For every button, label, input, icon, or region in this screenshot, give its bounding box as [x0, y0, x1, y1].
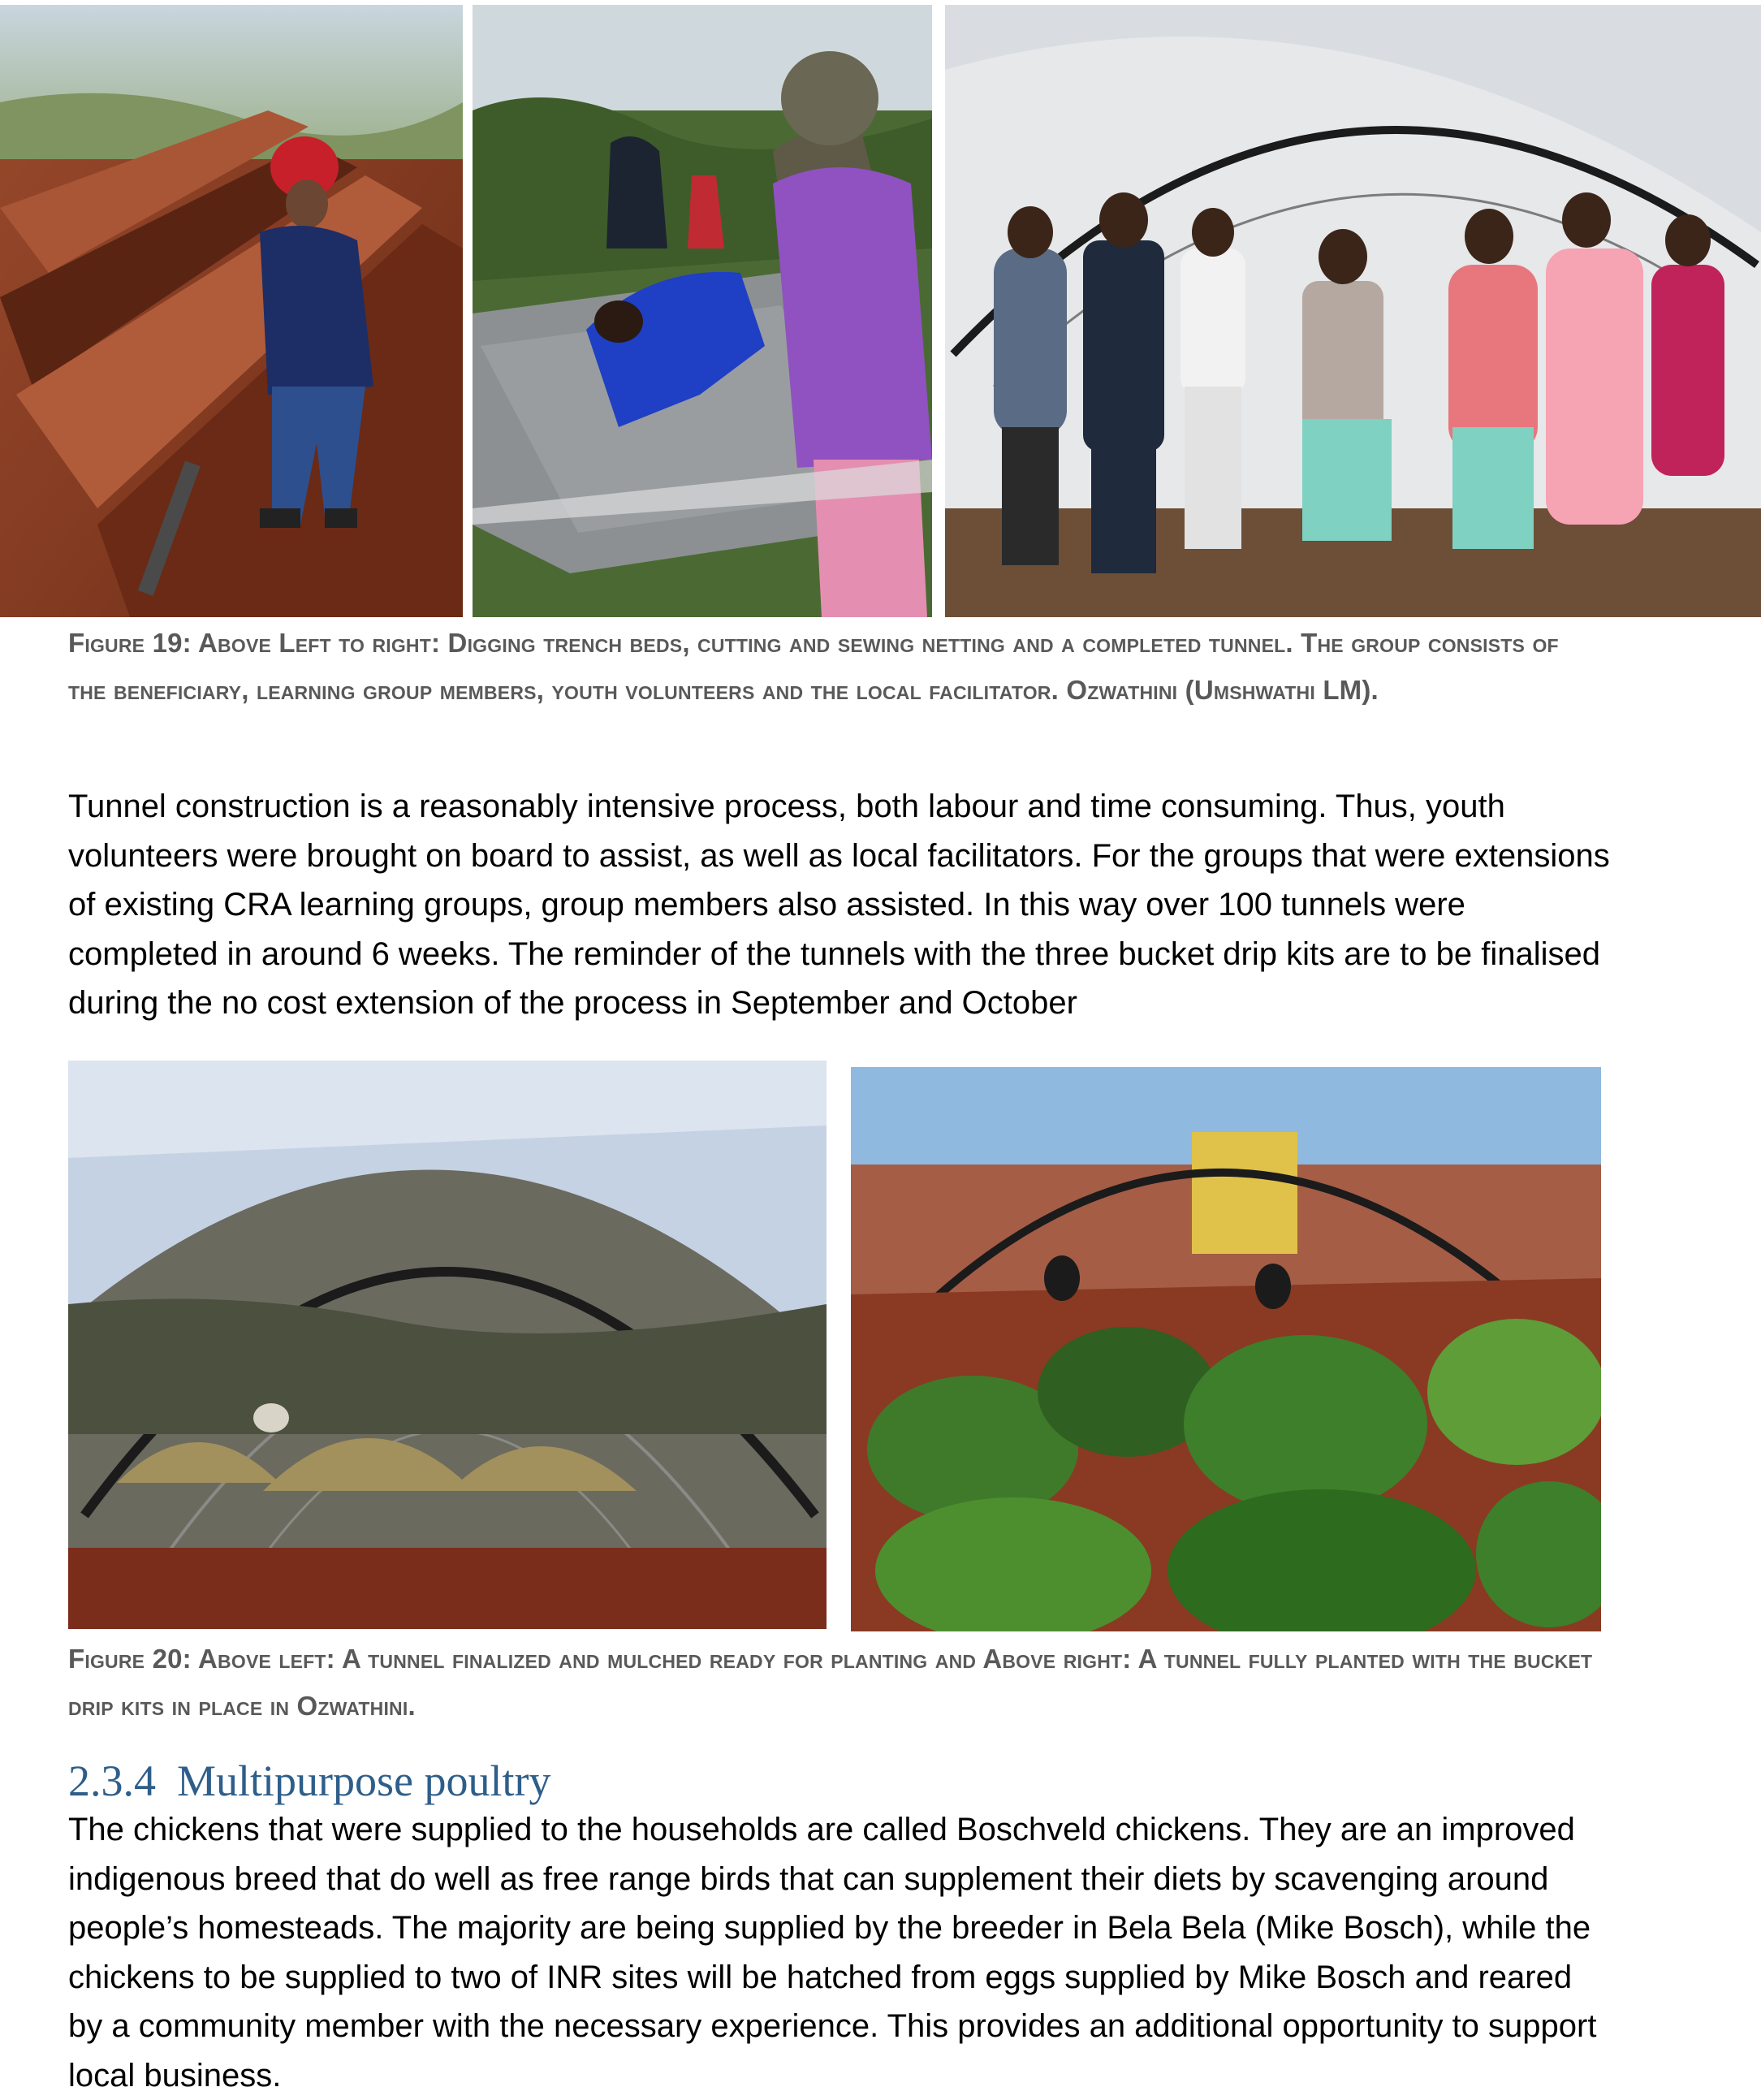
photo-cutting-and-sewing-netting — [473, 5, 932, 617]
section-title: Multipurpose poultry — [177, 1756, 551, 1805]
section-heading — [68, 1752, 550, 1809]
photo-digging-trench-beds — [0, 5, 463, 617]
paragraph-multipurpose-poultry: The chickens that were supplied to the households are called Boschveld chickens. They are an improved indigenous breed that do well as free range birds that can supplement their diets by scavenging around people’s homesteads. The majority are being supplied by the breeder in Bela Bela (Mike Bosch), while the chickens to be supplied to two of INR sites will be hatched from eggs supplied by Mike Bosch and reared by a community member with the necessary experience. This provides an additional opportunity to support local business. — [68, 1812, 1597, 2094]
figure-19-caption: Figure 19: Above Left to right: Digging trench beds, cutting and sewing netting and a completed tunnel. The group consists of the beneficiary, learning group members, youth volunteers and the local facilitator. Ozwathini (Umshwathi LM). — [68, 628, 1559, 705]
photo-tunnel-planted — [851, 1067, 1601, 1631]
section-number: 2.3.4 — [68, 1756, 156, 1805]
photo-completed-tunnel-group — [945, 5, 1761, 617]
photo-tunnel-mulched — [68, 1061, 827, 1629]
figure-20-caption: Figure 20: Above left: A tunnel finalized and mulched ready for planting and Above right: A tunnel fully planted with the bucket drip kits in place in Ozwathini. — [68, 1644, 1593, 1721]
paragraph-tunnel-construction: Tunnel construction is a reasonably intensive process, both labour and time consuming. Thus, youth volunteers were brought on board to assist, as well as local facilitators. For the groups that were extensions of existing CRA learning groups, group members also assisted. In this way over 100 tunnels were completed in around 6 weeks. The reminder of the tunnels with the three bucket drip kits are to be finalised during the no cost extension of the process in September and October — [68, 789, 1610, 1021]
